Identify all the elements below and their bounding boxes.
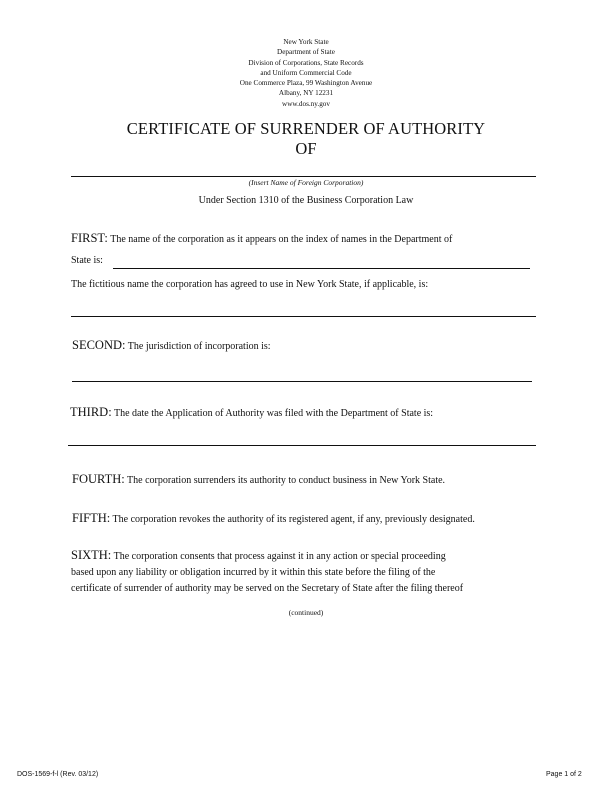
first-text: The name of the corporation as it appears on the index of names in the Department of (107, 234, 453, 245)
fourth-paragraph (72, 472, 445, 487)
fifth-label: FIFTH: (72, 511, 111, 525)
statute-reference: Under Section 1310 of the Business Corporation Law (198, 195, 414, 206)
third-paragraph (70, 405, 433, 420)
sixth-label: SIXTH: (71, 548, 112, 562)
agency-header (0, 37, 612, 109)
fifth-paragraph (72, 511, 475, 526)
agency-line: One Commerce Plaza, 99 Washington Avenue (239, 79, 373, 88)
agency-line: Division of Corporations, State Records (248, 58, 364, 67)
title-line-1: CERTIFICATE OF SURRENDER OF AUTHORITY (126, 119, 486, 138)
corporation-name-field[interactable] (71, 176, 536, 177)
third-label: THIRD: (70, 405, 112, 419)
first-paragraph (71, 231, 452, 246)
first-name-field[interactable] (113, 268, 530, 269)
agency-line: New York State (283, 38, 329, 46)
jurisdiction-field[interactable] (72, 381, 532, 382)
first-label: FIRST: (71, 231, 108, 245)
sixth-text-line3: certificate of surrender of authority may be served on the Secretary of State after the filing thereof (71, 583, 464, 594)
fictitious-name-text: The fictitious name the corporation has agreed to use in New York State, if applicable, is: (71, 279, 429, 290)
first-text-line2: State is: (71, 255, 103, 266)
third-text: The date the Application of Authority was filed with the Department of State is: (111, 408, 434, 419)
fifth-text: The corporation revokes the authority of its registered agent, if any, previously designated. (110, 514, 475, 525)
first-state-is (71, 255, 103, 266)
second-paragraph (72, 338, 271, 353)
second-text: The jurisdiction of incorporation is: (125, 341, 271, 352)
second-label: SECOND: (72, 338, 126, 352)
agency-line: Department of State (277, 48, 335, 57)
document-title (0, 119, 612, 159)
form-number: DOS-1569-f-l (Rev. 03/12) (17, 771, 99, 778)
agency-website: www.dos.ny.gov (282, 99, 330, 108)
application-date-field[interactable] (68, 445, 536, 446)
continued-note: (continued) (288, 608, 324, 617)
corporation-name-caption: (Insert Name of Foreign Corporation) (248, 178, 364, 187)
fourth-text: The corporation surrenders its authority to conduct business in New York State. (124, 475, 446, 486)
sixth-text-line1: The corporation consents that process against it in any action or special proceeding (111, 551, 446, 562)
sixth-paragraph (71, 547, 463, 597)
page-number: Page 1 of 2 (546, 771, 582, 778)
agency-line: and Uniform Commercial Code (260, 68, 352, 77)
fourth-label: FOURTH: (72, 472, 125, 486)
sixth-text-line2: based upon any liability or obligation incurred by it within this state before the filing of the (71, 567, 436, 578)
title-line-2: OF (295, 139, 317, 158)
agency-line: Albany, NY 12231 (278, 89, 334, 98)
fictitious-name-field[interactable] (71, 316, 536, 317)
